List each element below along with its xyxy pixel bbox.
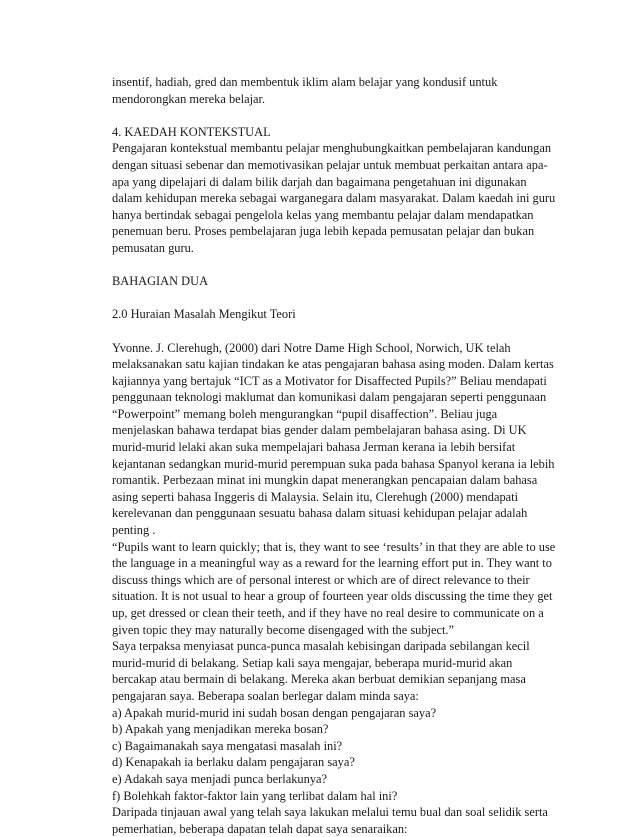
text-line: asing seperti bahasa Inggeris di Malaysia. Selain itu, Clerehugh (2000) mendapati <box>112 489 519 504</box>
text-line: bercakap atau bermain di belakang. Mereka akan berbuat demikian sepanjang masa <box>112 672 526 687</box>
text-line: the language in a meaningful way as a reward for the learning effort put in. They want to <box>112 556 552 571</box>
text-line: kerelevanan dan penggunaan sesuatu bahasa dalam situasi kehidupan pelajar adalah <box>112 506 528 521</box>
text-line: a) Apakah murid-murid ini sudah bosan dengan pengajaran saya? <box>112 705 437 720</box>
text-line: Daripada tinjauan awal yang telah saya lakukan melalui temu bual dan soal selidik serta <box>112 805 548 820</box>
text-line: melaksanakan satu kajian tindakan ke atas pengajaran bahasa asing moden. Dalam kertas <box>112 357 554 372</box>
text-line: f) Bolehkah faktor-faktor lain yang terlibat dalam hal ini? <box>112 788 398 803</box>
text-line: apa yang dipelajari di dalam bilik darjah dan bagaimana pengetahuan ini digunakan <box>112 174 527 189</box>
text-line: discuss things which are of personal interest or which are of direct relevance to their <box>112 572 530 587</box>
section-heading-kaedah-kontekstual <box>112 124 572 141</box>
section-heading-huraian-masalah <box>112 306 572 323</box>
quote-pupils-want-to-learn <box>112 539 572 639</box>
text-line: murid-murid lelaki akan suka mempelajari bahasa Jerman kerana ia lebih bersifat <box>112 440 516 455</box>
text-line: 4. KAEDAH KONTEKSTUAL <box>112 124 271 139</box>
text-line: penting . <box>112 523 156 538</box>
paragraph-tinjauan-awal <box>112 804 572 837</box>
section-heading-bahagian-dua <box>112 273 572 290</box>
text-line: hanya bertindak sebagai pengelola kelas yang membantu pelajar dalam mendapatkan <box>112 207 534 222</box>
document-page <box>112 74 572 837</box>
text-line: mendorongkan mereka belajar. <box>112 91 266 106</box>
paragraph-spacer <box>112 107 572 124</box>
text-line: penemuan beru. Proses pembelajaran juga lebih kepada pemusatan pelajar dan bukan <box>112 224 535 239</box>
text-line: murid-murid di belakang. Setiap kali saya mengajar, beberapa murid-murid akan <box>112 655 513 670</box>
text-line: insentif, hadiah, gred dan membentuk iklim alam belajar yang kondusif untuk <box>112 75 498 89</box>
paragraph-punca-masalah <box>112 638 572 704</box>
text-line: 2.0 Huraian Masalah Mengikut Teori <box>112 307 296 322</box>
text-line: Yvonne. J. Clerehugh, (2000) dari Notre Dame High School, Norwich, UK telah <box>112 340 511 355</box>
text-line: b) Apakah yang menjadikan mereka bosan? <box>112 722 329 737</box>
paragraph-insentif <box>112 74 572 107</box>
paragraph-spacer <box>112 323 572 340</box>
text-line: “Pupils want to learn quickly; that is, they want to see ‘results’ in that they are able to use <box>112 539 556 554</box>
question-list <box>112 705 572 805</box>
text-line: Pengajaran kontekstual membantu pelajar menghubungkaitkan pembelajaran kandungan <box>112 141 552 156</box>
text-line: menjelaskan bahawa terdapat bias gender dalam pembelajaran bahasa asing. Di UK <box>112 423 527 438</box>
text-line: dengan situasi sebenar dan memotivasikan pelajar untuk membuat perkaitan antara apa- <box>112 157 548 172</box>
text-line: kejantanan sedangkan murid-murid perempuan suka pada bahasa Spanyol kerana ia lebih <box>112 456 555 471</box>
text-line: situation. It is not usual to hear a group of fourteen year olds discussing the time they get <box>112 589 553 604</box>
paragraph-spacer <box>112 290 572 307</box>
text-line: d) Kenapakah ia berlaku dalam pengajaran saya? <box>112 755 355 770</box>
paragraph-kontekstual <box>112 140 572 256</box>
text-line: Saya terpaksa menyiasat punca-punca masalah kebisingan daripada sebilangan kecil <box>112 639 530 654</box>
text-line: up, get dressed or clean their teeth, and if they have no real desire to communicate on a <box>112 606 544 620</box>
text-line: dalam kehidupan mereka sebagai warganegara dalam masyarakat. Dalam kaedah ini guru <box>112 191 556 206</box>
paragraph-clerehugh <box>112 340 572 539</box>
text-line: kajiannya yang bertajuk “ICT as a Motivator for Disaffected Pupils?” Beliau mendapati <box>112 373 547 388</box>
text-line: BAHAGIAN DUA <box>112 274 209 289</box>
text-line: given topic they may naturally become disengaged with the subject.” <box>112 622 455 637</box>
text-line: pemusatan guru. <box>112 240 194 255</box>
text-line: penggunaan teknologi maklumat dan komunikasi dalam pengajaran seperti penggunaan <box>112 390 547 405</box>
text-line: e) Adakah saya menjadi punca berlakunya? <box>112 771 328 786</box>
paragraph-spacer <box>112 257 572 274</box>
text-line: pemerhatian, beberapa dapatan telah dapat saya senaraikan: <box>112 821 408 836</box>
text-line: c) Bagaimanakah saya mengatasi masalah ini? <box>112 738 343 753</box>
text-line: pengajaran saya. Beberapa soalan berlegar dalam minda saya: <box>112 688 419 703</box>
text-line: “Powerpoint” memang boleh mengurangkan “pupil disaffection”. Beliau juga <box>112 406 498 421</box>
text-line: romantik. Perbezaan minat ini mungkin dapat menerangkan pencapaian dalam bahasa <box>112 473 538 488</box>
